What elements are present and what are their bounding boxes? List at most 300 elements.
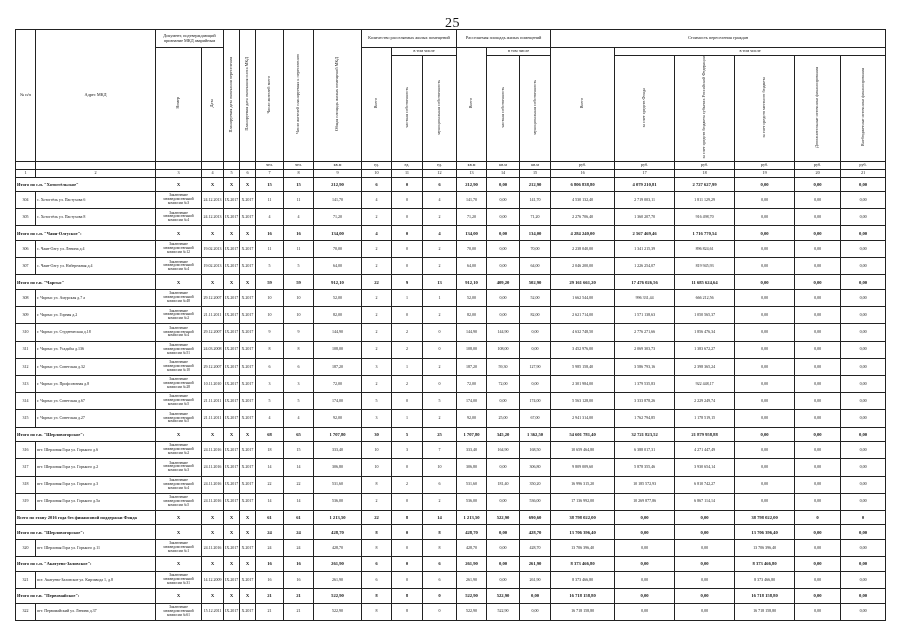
cell-col-3: Заключение межведомственной комиссии №4	[156, 258, 202, 275]
row-address: пгт. Шерловая Гора ул. Горького д.3	[36, 476, 156, 493]
cell-col-11: 5	[392, 427, 423, 442]
cell-col-16: 13 706 396,40	[551, 540, 615, 557]
cell-col-9: 912,10	[314, 275, 362, 290]
header-rooms-municipal: муниципальная собственность	[423, 56, 457, 162]
header-cost-local: за счет средств местного бюджета	[735, 56, 795, 162]
cell-col-11: 0	[392, 571, 423, 588]
cell-col-21: 0,00	[841, 571, 886, 588]
row-number: 313	[16, 375, 36, 392]
cell-col-16: 13 706 396,40	[551, 525, 615, 540]
cell-col-6: X.2017	[240, 209, 256, 226]
cell-col-16: 17 136 992,00	[551, 493, 615, 510]
cell-col-13: 333,40	[457, 442, 487, 459]
cell-col-13: 72,00	[457, 375, 487, 392]
cell-col-20: 0,00	[795, 290, 841, 307]
index-cell: 1	[16, 169, 36, 177]
cell-col-8: 5	[284, 258, 314, 275]
header-residents: Число жителей всего	[256, 30, 284, 162]
header-address: Адрес МКД	[36, 30, 156, 162]
cell-col-7: 16	[256, 226, 284, 241]
table-row	[16, 393, 886, 410]
cell-col-8: 11	[284, 241, 314, 258]
cell-col-21: 0,00	[841, 557, 886, 572]
cell-col-14: 0,00	[487, 307, 520, 324]
cell-col-16: 38 798 022,00	[551, 510, 615, 525]
cell-col-10: 2	[362, 493, 392, 510]
cell-col-5: X	[224, 177, 240, 192]
cell-col-3: Заключение межведомственной комиссии №4	[156, 209, 202, 226]
cell-col-19: 0,00	[735, 290, 795, 307]
unit-cell: руб.	[841, 161, 886, 169]
cell-col-9: 108,00	[314, 341, 362, 358]
row-number: 320	[16, 540, 36, 557]
cell-col-21: 0,00	[841, 241, 886, 258]
unit-cell: ед.	[392, 161, 423, 169]
cell-col-14: 0,00	[487, 525, 520, 540]
cell-col-3: X	[156, 275, 202, 290]
cell-col-10: 8	[362, 540, 392, 557]
cell-col-9: 1 707,80	[314, 427, 362, 442]
cell-col-10: 6	[362, 571, 392, 588]
cell-col-14: 0,00	[487, 241, 520, 258]
cell-col-10: 10	[362, 459, 392, 476]
cell-col-16: 16 718 158,80	[551, 589, 615, 604]
cell-col-12: 2	[423, 493, 457, 510]
cell-col-4: 29.12.2007	[202, 358, 224, 375]
cell-col-15: 306,80	[520, 459, 551, 476]
table-row	[16, 459, 886, 476]
cell-col-16: 2 276 706,40	[551, 209, 615, 226]
cell-col-16: 16 718 158,80	[551, 603, 615, 620]
cell-col-8: 15	[284, 177, 314, 192]
cell-col-20: 0,00	[795, 324, 841, 341]
cell-col-6: X	[240, 275, 256, 290]
table-row	[16, 410, 886, 427]
table-row	[16, 476, 886, 493]
cell-col-20: 0,00	[795, 375, 841, 392]
cell-col-6: X	[240, 525, 256, 540]
cell-col-19: 0,00	[735, 275, 795, 290]
cell-col-16: 10 659 464,80	[551, 442, 615, 459]
cell-col-3: Заключение межведомственной комиссии №5	[156, 410, 202, 427]
row-number: 314	[16, 393, 36, 410]
cell-col-18: 2 229 249,74	[675, 393, 735, 410]
cell-col-12: 6	[423, 476, 457, 493]
header-rooms-total: Всего	[362, 48, 392, 162]
cell-col-14: 181,40	[487, 476, 520, 493]
index-cell: 12	[423, 169, 457, 177]
cell-col-7: 11	[256, 192, 284, 209]
cell-col-8: 4	[284, 410, 314, 427]
cell-col-16: 2 238 040,00	[551, 241, 615, 258]
cell-col-6: X.2017	[240, 459, 256, 476]
cell-col-6: X	[240, 589, 256, 604]
column-index-row	[16, 169, 886, 177]
index-cell: 15	[520, 169, 551, 177]
cell-col-18: 0,00	[675, 557, 735, 572]
cell-col-15: 71,20	[520, 209, 551, 226]
cell-col-9: 522,90	[314, 589, 362, 604]
cell-col-16: 4 284 240,00	[551, 226, 615, 241]
cell-col-4: 24.11.2016	[202, 459, 224, 476]
cell-col-18: 2 727 627,99	[675, 177, 735, 192]
subtotal-title: Итого по с.п. "Акатуево-Заловское":	[16, 557, 156, 572]
cell-col-5: IX.2017	[224, 476, 240, 493]
cell-col-21: 0,00	[841, 375, 886, 392]
table-row	[16, 341, 886, 358]
cell-col-7: 4	[256, 410, 284, 427]
cell-col-6: X.2017	[240, 540, 256, 557]
cell-col-11: 0	[392, 192, 423, 209]
cell-col-15: 127,90	[520, 358, 551, 375]
table-row	[16, 603, 886, 620]
cell-col-15: 82,00	[520, 307, 551, 324]
cell-col-17: 996 331,44	[615, 290, 675, 307]
cell-col-12: 0	[423, 375, 457, 392]
cell-col-21: 0,00	[841, 358, 886, 375]
cell-col-4: 15.12.2011	[202, 603, 224, 620]
cell-col-4: 21.11.2011	[202, 307, 224, 324]
cell-col-4: X	[202, 275, 224, 290]
cell-col-15: 174,00	[520, 393, 551, 410]
cell-col-13: 912,10	[457, 275, 487, 290]
cell-col-16: 2 941 314,00	[551, 410, 615, 427]
cell-col-3: Заключение межведомственной комиссии №10	[156, 358, 202, 375]
cell-col-11: 0	[392, 540, 423, 557]
cell-col-18: 922 448,17	[675, 375, 735, 392]
cell-col-8: 24	[284, 525, 314, 540]
cell-col-7: 68	[256, 427, 284, 442]
cell-col-5: IX.2017	[224, 442, 240, 459]
cell-col-11: 0	[392, 307, 423, 324]
cell-col-3: Заключение межведомственной комиссии №31	[156, 571, 202, 588]
cell-col-15: 70,00	[520, 241, 551, 258]
cell-col-16: 8 373 466,80	[551, 571, 615, 588]
cell-col-20: 0,00	[795, 226, 841, 241]
cell-col-12: 6	[423, 177, 457, 192]
cell-col-14: 0,00	[487, 177, 520, 192]
row-address: с. Хотоггёль ул. Пастухова 8	[36, 209, 156, 226]
index-cell: 2	[36, 169, 156, 177]
cell-col-19: 0,00	[735, 393, 795, 410]
unit-cell: чел.	[256, 161, 284, 169]
cell-col-20: 0,00	[795, 557, 841, 572]
cell-col-19: 0,00	[735, 459, 795, 476]
cell-col-7: 6	[256, 358, 284, 375]
cell-col-10: 2	[362, 241, 392, 258]
cell-col-21: 0,00	[841, 290, 886, 307]
cell-col-20: 0,00	[795, 427, 841, 442]
cell-col-7: 9	[256, 324, 284, 341]
cell-col-15: 690,60	[520, 510, 551, 525]
cell-col-17: 0,00	[615, 525, 675, 540]
row-number: 319	[16, 493, 36, 510]
header-doc-date: Дата	[202, 48, 224, 162]
cell-col-8: 5	[284, 393, 314, 410]
header-cost-of-which: в том числе	[615, 48, 886, 56]
cell-col-9: 64,00	[314, 258, 362, 275]
cell-col-13: 261,90	[457, 557, 487, 572]
cell-col-14: 108,00	[487, 341, 520, 358]
cell-col-18: 1 856 476,34	[675, 324, 735, 341]
index-cell: 7	[256, 169, 284, 177]
cell-col-19: 16 718 158,80	[735, 603, 795, 620]
cell-col-21: 0,00	[841, 209, 886, 226]
cell-col-15: 350,20	[520, 476, 551, 493]
index-cell: 20	[795, 169, 841, 177]
cell-col-20: 0	[795, 510, 841, 525]
cell-col-16: 5 985 158,40	[551, 358, 615, 375]
cell-col-10: 6	[362, 557, 392, 572]
index-cell: 19	[735, 169, 795, 177]
cell-col-8: 22	[284, 476, 314, 493]
cell-col-19: 38 798 022,00	[735, 510, 795, 525]
cell-col-17: 0,00	[615, 571, 675, 588]
cell-col-21: 0	[841, 510, 886, 525]
header-cost-total: Всего	[551, 48, 615, 162]
cell-col-5: IX.2017	[224, 603, 240, 620]
cell-col-5: IX.2017	[224, 540, 240, 557]
cell-col-15: 67,00	[520, 410, 551, 427]
cell-col-12: 2	[423, 209, 457, 226]
cell-col-3: X	[156, 226, 202, 241]
cell-col-18: 2 398 365,24	[675, 358, 735, 375]
subtotal-title: Итого по г.п. "Шерловогорское":	[16, 525, 156, 540]
cell-col-14: 345,20	[487, 427, 520, 442]
cell-col-5: X	[224, 226, 240, 241]
cell-col-19: 0,00	[735, 493, 795, 510]
cell-col-19: 0,00	[735, 177, 795, 192]
cell-col-4: 29.12.2007	[202, 324, 224, 341]
cell-col-9: 174,00	[314, 393, 362, 410]
cell-col-14: 72,00	[487, 375, 520, 392]
subtotal-title: Итого по г.п. "Первомайское":	[16, 589, 156, 604]
cell-col-12: 6	[423, 557, 457, 572]
cell-col-8: 16	[284, 226, 314, 241]
cell-col-16: 3 452 976,00	[551, 341, 615, 358]
cell-col-5: IX.2017	[224, 358, 240, 375]
cell-col-16: 2 301 984,00	[551, 375, 615, 392]
cell-col-16: 8 373 466,80	[551, 557, 615, 572]
cell-col-10: 22	[362, 275, 392, 290]
header-rooms-private: частная собственность	[392, 56, 423, 162]
cell-col-11: 2	[392, 476, 423, 493]
cell-col-17: 2 719 003,11	[615, 192, 675, 209]
cell-col-9: 70,00	[314, 241, 362, 258]
index-cell: 5	[224, 169, 240, 177]
cell-col-17: 4 079 210,81	[615, 177, 675, 192]
cell-col-14: 25,00	[487, 410, 520, 427]
cell-col-5: IX.2017	[224, 341, 240, 358]
cell-col-10: 2	[362, 307, 392, 324]
cell-col-9: 144,90	[314, 324, 362, 341]
cell-col-9: 141,70	[314, 192, 362, 209]
cell-col-16: 29 161 661,20	[551, 275, 615, 290]
cell-col-6: X.2017	[240, 358, 256, 375]
cell-col-7: 24	[256, 525, 284, 540]
cell-col-12: 0	[423, 341, 457, 358]
cell-col-8: 59	[284, 275, 314, 290]
cell-col-13: 144,90	[457, 324, 487, 341]
unit-cell: ед.	[362, 161, 392, 169]
cell-col-14: 0,00	[487, 393, 520, 410]
cell-col-3: Заключение межведомственной комиссии №2	[156, 442, 202, 459]
cell-col-21: 0,00	[841, 442, 886, 459]
cell-col-9: 187,20	[314, 358, 362, 375]
cell-col-10: 22	[362, 510, 392, 525]
cell-col-19: 0,00	[735, 258, 795, 275]
cell-col-17: 0,00	[615, 540, 675, 557]
cell-col-14: 522,90	[487, 589, 520, 604]
cell-col-11: 0	[392, 226, 423, 241]
cell-col-12: 25	[423, 427, 457, 442]
cell-col-4: 10.11.2010	[202, 375, 224, 392]
header-rooms-group: Количество расселяемых жилых помещений	[362, 30, 457, 48]
cell-col-16: 9 809 009,60	[551, 459, 615, 476]
cell-col-20: 0,00	[795, 192, 841, 209]
cell-col-21: 0,00	[841, 459, 886, 476]
table-row	[16, 442, 886, 459]
index-cell: 14	[487, 169, 520, 177]
cell-col-11: 0	[392, 209, 423, 226]
cell-col-10: 4	[362, 192, 392, 209]
cell-col-8: 4	[284, 209, 314, 226]
page-number: 25	[445, 16, 460, 31]
cell-col-14: 522,90	[487, 510, 520, 525]
header-cost-extra: Дополнительные источники финансирования	[795, 56, 841, 162]
cell-col-3: Заключение межведомственной комиссии №4	[156, 476, 202, 493]
cell-col-4: X	[202, 510, 224, 525]
cell-col-4: 19.02.2013	[202, 258, 224, 275]
row-number: 309	[16, 307, 36, 324]
cell-col-13: 428,70	[457, 540, 487, 557]
cell-col-16: 16 996 315,20	[551, 476, 615, 493]
cell-col-17: 1 571 138,63	[615, 307, 675, 324]
cell-col-5: IX.2017	[224, 258, 240, 275]
cell-col-14: 0,00	[487, 459, 520, 476]
row-number: 305	[16, 209, 36, 226]
cell-col-10: 10	[362, 442, 392, 459]
table-row	[16, 493, 886, 510]
index-cell: 18	[675, 169, 735, 177]
cell-col-13: 306,80	[457, 459, 487, 476]
cell-col-16: 5 563 128,00	[551, 393, 615, 410]
unit-cell: чел.	[284, 161, 314, 169]
row-number: 318	[16, 476, 36, 493]
cell-col-6: X.2017	[240, 571, 256, 588]
cell-col-3: Заключение межведомственной комиссии №5	[156, 393, 202, 410]
cell-col-19: 0,00	[735, 226, 795, 241]
relocation-register-table	[15, 29, 886, 621]
cell-col-13: 522,90	[457, 589, 487, 604]
cell-col-7: 18	[256, 442, 284, 459]
cell-col-21: 0,00	[841, 476, 886, 493]
cell-col-19: 0,00	[735, 192, 795, 209]
cell-col-15: 1 362,50	[520, 427, 551, 442]
cell-col-12: 2	[423, 307, 457, 324]
cell-col-19: 13 706 396,40	[735, 540, 795, 557]
unit-cell: кв.м	[457, 161, 487, 169]
cell-col-20: 0,00	[795, 493, 841, 510]
cell-col-7: 5	[256, 393, 284, 410]
cell-col-11: 0	[392, 393, 423, 410]
cell-col-19: 8 373 466,80	[735, 557, 795, 572]
header-total-area: Общая площадь жилых помещений МКД	[314, 30, 362, 162]
cell-col-6: X.2017	[240, 341, 256, 358]
cell-col-18: 3 930 654,14	[675, 459, 735, 476]
cell-col-13: 52,00	[457, 290, 487, 307]
row-number: 304	[16, 192, 36, 209]
cell-col-4: X	[202, 525, 224, 540]
cell-col-20: 0,00	[795, 341, 841, 358]
cell-col-11: 9	[392, 275, 423, 290]
cell-col-19: 0,00	[735, 209, 795, 226]
cell-col-13: 71,20	[457, 209, 487, 226]
cell-col-13: 108,00	[457, 341, 487, 358]
cell-col-8: 8	[284, 341, 314, 358]
cell-col-19: 0,00	[735, 476, 795, 493]
cell-col-20: 0,00	[795, 442, 841, 459]
cell-col-14: 0,00	[487, 571, 520, 588]
table-row	[16, 209, 886, 226]
cell-col-19: 0,00	[735, 241, 795, 258]
header-area-municipal: муниципальная собственность	[520, 56, 551, 162]
cell-col-9: 536,00	[314, 493, 362, 510]
header-area-total: Всего	[457, 48, 487, 162]
row-number: 308	[16, 290, 36, 307]
cell-col-3: Заключение межведомственной комиссии №48	[156, 290, 202, 307]
cell-col-4: X	[202, 177, 224, 192]
cell-col-16: 54 601 781,40	[551, 427, 615, 442]
cell-col-5: IX.2017	[224, 209, 240, 226]
cell-col-13: 141,70	[457, 192, 487, 209]
cell-col-21: 0,00	[841, 177, 886, 192]
index-cell: 10	[362, 169, 392, 177]
cell-col-13: 1 707,80	[457, 427, 487, 442]
cell-col-18: 0,00	[675, 589, 735, 604]
cell-col-6: X.2017	[240, 307, 256, 324]
cell-col-10: 5	[362, 393, 392, 410]
cell-col-7: 59	[256, 275, 284, 290]
subtotal-title: Итого по с.п. "Чаян-Олгуское":	[16, 226, 156, 241]
cell-col-20: 0,00	[795, 410, 841, 427]
cell-col-19: 0,00	[735, 427, 795, 442]
cell-col-8: 3	[284, 375, 314, 392]
cell-col-20: 0,00	[795, 589, 841, 604]
cell-col-21: 0,00	[841, 540, 886, 557]
cell-col-12: 0	[423, 589, 457, 604]
cell-col-3: X	[156, 557, 202, 572]
table-row	[16, 258, 886, 275]
cell-col-18: 666 212,56	[675, 290, 735, 307]
cell-col-17: 0,00	[615, 603, 675, 620]
cell-col-20: 0,00	[795, 476, 841, 493]
cell-col-15: 141,70	[520, 192, 551, 209]
unit-cell: руб.	[675, 161, 735, 169]
cell-col-18: 1 383 672,27	[675, 341, 735, 358]
cell-col-9: 333,40	[314, 442, 362, 459]
cell-col-6: X.2017	[240, 375, 256, 392]
cell-col-12: 7	[423, 442, 457, 459]
cell-col-6: X	[240, 557, 256, 572]
cell-col-16: 2 046 200,00	[551, 258, 615, 275]
cell-col-4: 14.12.2009	[202, 571, 224, 588]
cell-col-8: 15	[284, 442, 314, 459]
cell-col-10: 8	[362, 603, 392, 620]
cell-col-10: 2	[362, 341, 392, 358]
cell-col-14: 0,00	[487, 557, 520, 572]
cell-col-4: 21.11.2011	[202, 410, 224, 427]
